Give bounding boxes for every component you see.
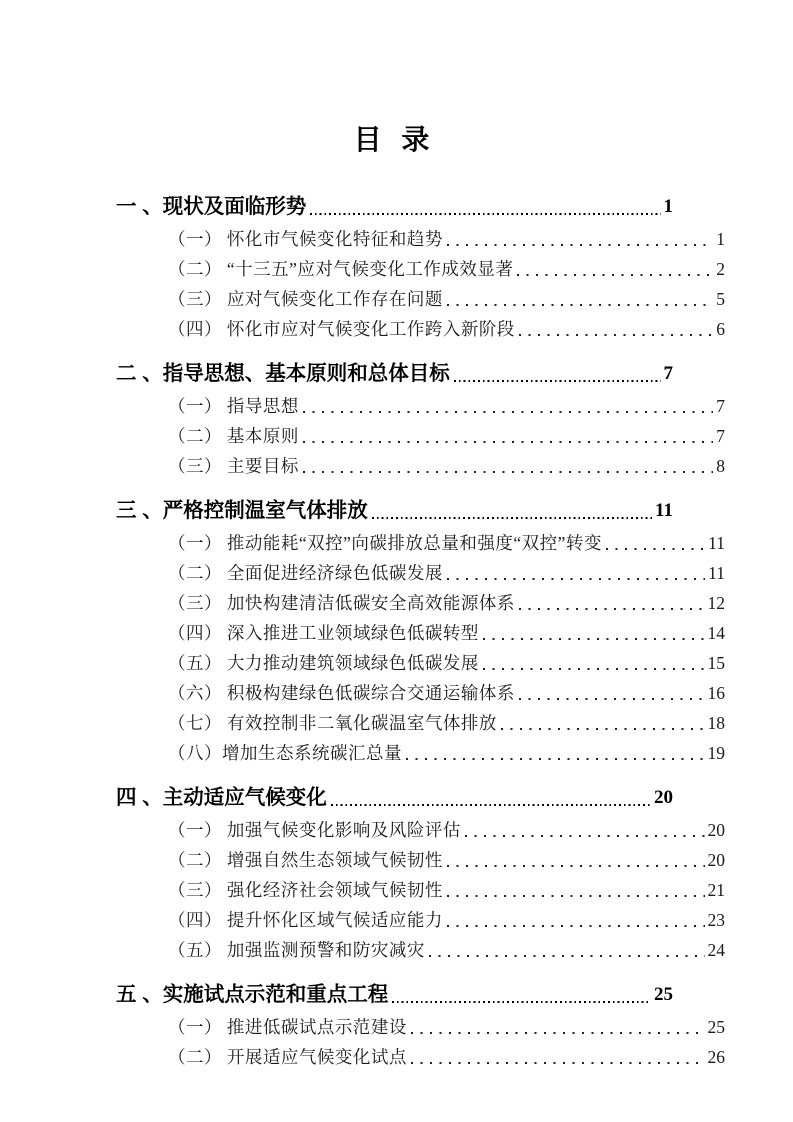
toc-page-number: 5 <box>716 289 725 309</box>
dot-leader <box>519 588 705 618</box>
toc-page-number: 6 <box>716 319 725 339</box>
toc-entry-label: （三） 主要目标 <box>168 456 299 476</box>
toc-page-number: 2 <box>716 259 725 279</box>
toc-page-number: 7 <box>663 363 673 384</box>
toc-entry-label: （四） 提升怀化区域气候适应能力 <box>168 910 443 930</box>
toc-entry-row <box>116 648 725 678</box>
dot-leader <box>465 815 705 845</box>
toc-page-number: 15 <box>707 653 725 673</box>
dot-leader <box>331 779 651 815</box>
toc-entry-row <box>116 935 725 965</box>
dot-leader <box>519 314 713 344</box>
dot-leader <box>483 618 705 648</box>
dot-leader <box>406 738 705 768</box>
toc-page-number: 25 <box>654 984 673 1005</box>
dot-leader <box>372 492 652 528</box>
toc-entry-label: （四） 怀化市应对气候变化工作跨入新阶段 <box>168 319 515 339</box>
toc-chapter-label: 三 、严格控制温室气体排放 <box>116 499 368 522</box>
toc-entry-row <box>116 1042 725 1072</box>
dot-leader <box>447 905 705 935</box>
toc-entry-label: （一） 指导思想 <box>168 396 299 416</box>
toc-chapter-label: 一 、现状及面临形势 <box>116 195 307 218</box>
toc-page-number: 12 <box>707 593 725 613</box>
toc-entry-label: （五） 大力推动建筑领域绿色低碳发展 <box>168 653 479 673</box>
toc-entry-row <box>116 845 725 875</box>
dot-leader <box>411 1042 705 1072</box>
dot-leader <box>392 976 651 1012</box>
dot-leader <box>447 558 705 588</box>
toc-entry-label: （四） 深入推进工业领域绿色低碳转型 <box>168 623 479 643</box>
toc-entry-label: （三） 应对气候变化工作存在问题 <box>168 289 443 309</box>
toc-page-number: 18 <box>707 713 725 733</box>
toc-entry-row <box>116 391 725 421</box>
toc-entry-label: （二） 增强自然生态领域气候韧性 <box>168 850 443 870</box>
toc-entry-row <box>116 905 725 935</box>
dot-leader <box>519 678 705 708</box>
toc-entry-row <box>116 284 725 314</box>
toc-entry-row <box>116 528 725 558</box>
toc-entry-label: （三） 强化经济社会领域气候韧性 <box>168 880 443 900</box>
dot-leader <box>429 935 705 965</box>
toc-entry-row <box>116 875 725 905</box>
toc-entry-label: （七） 有效控制非二氧化碳温室气体排放 <box>168 713 497 733</box>
dot-leader <box>447 224 713 254</box>
dot-leader <box>310 188 660 224</box>
toc-chapter-label: 二 、指导思想、基本原则和总体目标 <box>116 362 450 385</box>
dot-leader <box>303 391 713 421</box>
toc-chapter-row <box>116 492 673 528</box>
toc-page-number: 11 <box>655 500 673 521</box>
toc-entry-label: （二） 基本原则 <box>168 426 299 446</box>
toc-page-number: 16 <box>707 683 725 703</box>
toc-page-number: 20 <box>654 787 673 808</box>
toc-entry-row <box>116 224 725 254</box>
toc-entry-row <box>116 738 725 768</box>
dot-leader <box>501 708 705 738</box>
dot-leader <box>411 1012 705 1042</box>
toc-chapter-row <box>116 188 673 224</box>
toc-entry-label: （一） 怀化市气候变化特征和趋势 <box>168 229 443 249</box>
toc-entry-row <box>116 708 725 738</box>
toc-entry-label: （三） 加快构建清洁低碳安全高效能源体系 <box>168 593 515 613</box>
toc-entry-label: （二） 开展适应气候变化试点 <box>168 1047 407 1067</box>
dot-leader <box>483 648 705 678</box>
toc-chapter-row <box>116 976 673 1012</box>
toc-chapter-row <box>116 779 673 815</box>
toc-page-number: 1 <box>663 196 673 217</box>
toc-entry-label: （一） 推动能耗“双控”向碳排放总量和强度“双控”转变 <box>168 533 602 553</box>
toc-page-number: 7 <box>716 426 725 446</box>
dot-leader <box>303 421 713 451</box>
toc-entry-label: （二） “十三五”应对气候变化工作成效显著 <box>168 259 514 279</box>
toc-entry-label: （一） 推进低碳试点示范建设 <box>168 1017 407 1037</box>
toc-page-number: 24 <box>707 940 725 960</box>
toc-page-number: 8 <box>716 456 725 476</box>
toc-page-number: 20 <box>707 850 725 870</box>
toc-entry-label: （五） 加强监测预警和防灾减灾 <box>168 940 425 960</box>
dot-leader <box>303 451 713 481</box>
toc-page-number: 25 <box>707 1017 725 1037</box>
toc-entry-row <box>116 588 725 618</box>
toc-chapter-row <box>116 355 673 391</box>
toc-entry-row <box>116 618 725 648</box>
dot-leader <box>517 254 713 284</box>
page-title: 目 录 <box>353 124 436 155</box>
toc-page-number: 26 <box>707 1047 725 1067</box>
dot-leader <box>447 845 705 875</box>
toc-page-number: 21 <box>707 880 725 900</box>
toc-entry-row <box>116 678 725 708</box>
dot-leader <box>447 875 705 905</box>
toc-entry-label: （八）增加生态系统碳汇总量 <box>168 743 402 763</box>
toc-page-number: 1 <box>716 229 725 249</box>
toc-entry-row <box>116 1012 725 1042</box>
toc-page-number: 11 <box>708 563 725 583</box>
dot-leader <box>454 355 661 391</box>
toc-entry-label: （六） 积极构建绿色低碳综合交通运输体系 <box>168 683 515 703</box>
toc-page-number: 23 <box>707 910 725 930</box>
toc-page-number: 14 <box>707 623 725 643</box>
toc-entry-row <box>116 558 725 588</box>
toc-entry-row <box>116 314 725 344</box>
toc-entry-row <box>116 815 725 845</box>
table-of-contents <box>116 188 725 1072</box>
toc-entry-row <box>116 451 725 481</box>
toc-entry-row <box>116 254 725 284</box>
toc-page-number: 11 <box>708 533 725 553</box>
toc-page-number: 7 <box>716 396 725 416</box>
toc-entry-label: （一） 加强气候变化影响及风险评估 <box>168 820 461 840</box>
toc-page-number: 19 <box>707 743 725 763</box>
toc-chapter-label: 五 、实施试点示范和重点工程 <box>116 983 389 1006</box>
dot-leader <box>447 284 713 314</box>
dot-leader <box>606 528 705 558</box>
toc-chapter-label: 四 、主动适应气候变化 <box>116 786 327 809</box>
toc-entry-label: （二） 全面促进经济绿色低碳发展 <box>168 563 443 583</box>
toc-entry-row <box>116 421 725 451</box>
toc-page-number: 20 <box>707 820 725 840</box>
